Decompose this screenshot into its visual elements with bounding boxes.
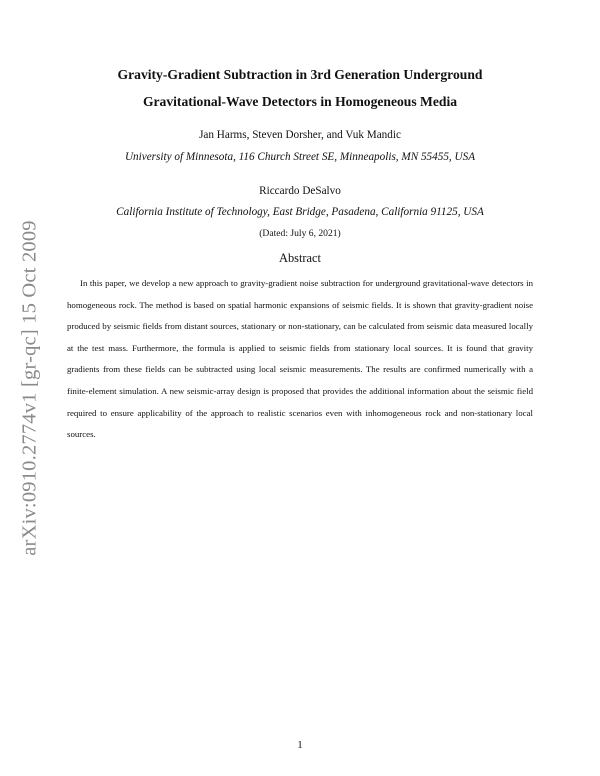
page-number: 1 [297,739,303,751]
author-desalvo: Riccardo DeSalvo [259,185,341,197]
date-line: (Dated: July 6, 2021) [259,228,341,239]
affiliation-minnesota: University of Minnesota, 116 Church Street SE, Minneapolis, MN 55455, USA [124,151,476,163]
paper-title-line-1: Gravity-Gradient Subtraction in 3rd Generation Underground [117,67,483,82]
author-list: Jan Harms, Steven Dorsher, and Vuk Mandic [199,129,401,141]
affiliation-caltech: California Institute of Technology, East Bridge, Pasadena, California 91125, USA [116,206,484,218]
abstract-heading: Abstract [279,251,321,265]
paper-title-line-2: Gravitational-Wave Detectors in Homogeneous Media [142,94,458,109]
abstract-text: In this paper, we develop a new approach to gravity-gradient noise subtraction for underground gravitational-wave detectors in homogeneous rock. The method is based on spatial harmonic expansions of seismic fields. It is shown that gravity-gradient noise produced by seismic fields from distant sources, stationary or non-stationary, can be calculated from seismic data measured locally at the test mass. Furthermore, the formula is applied to seismic fields from stationary local sources. It is found that gravity gradients from these fields can be subtracted using local seismic measurements. The results are confirmed numerically with a finite-element simulation. A new seismic-array design is proposed that provides the additional information about the seismic field required to ensure applicability of the approach to realistic scenarios even with inhomogeneous rock and non-stationary local sources. [67,278,533,440]
arxiv-identifier-stamp: arXiv:0910.2774v1 [gr-qc] 15 Oct 2009 [18,220,41,556]
